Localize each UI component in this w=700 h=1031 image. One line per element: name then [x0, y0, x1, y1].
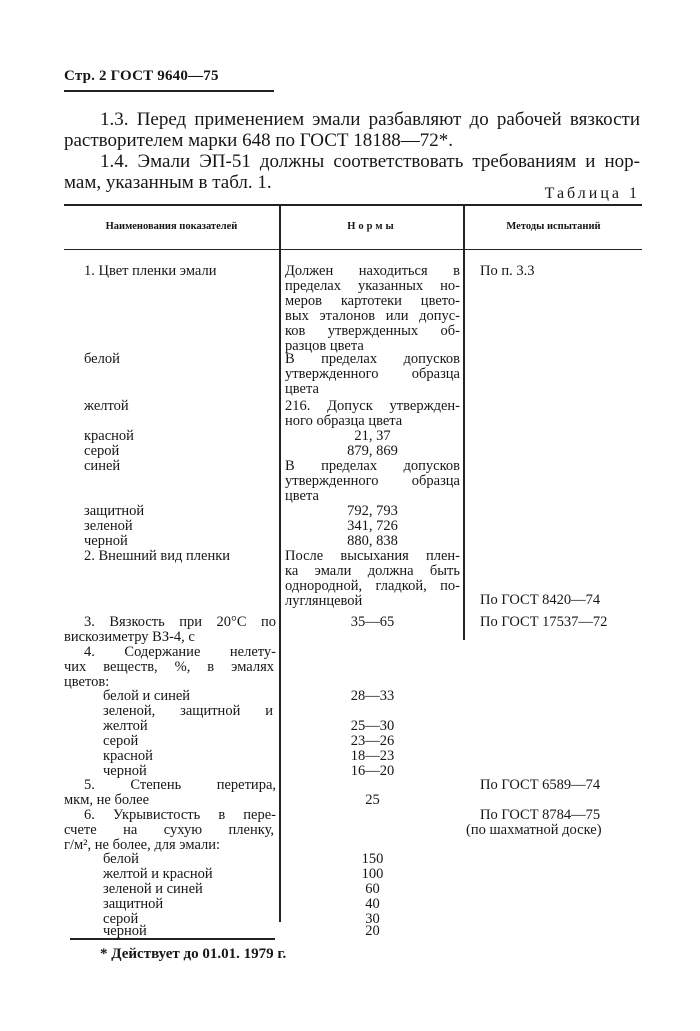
column-header-methods: Методы испытаний [506, 221, 601, 232]
column-divider-1 [279, 204, 281, 922]
row-blue-name: синей [84, 458, 121, 474]
row-4-sub-norm: 18—23 [350, 748, 395, 764]
row-black-name: черной [84, 533, 128, 549]
row-6-sub-name: серой [103, 911, 139, 927]
row-1-norm-line-6: разцов цвета [285, 338, 364, 354]
row-green-name: зеленой [84, 518, 133, 534]
row-1-method: По п. 3.3 [480, 263, 535, 279]
row-white-norm-line-2: утвержденного образца [285, 366, 460, 382]
row-4-name-line-2: чих веществ, %, в эмалях [64, 659, 274, 675]
row-1-norm-line-1: Должен находиться в [285, 263, 460, 279]
row-grey-norm: 879, 869 [347, 443, 398, 459]
row-white-name: белой [84, 351, 120, 367]
row-2-method: По ГОСТ 8420—74 [480, 592, 601, 608]
paragraph-1-3-line-1: 1.3. Перед применением эмали разбавляют до рабочей вязкости [100, 109, 640, 130]
table-header-rule [64, 249, 642, 250]
column-header-norms: Нормы [347, 221, 397, 232]
paragraph-1-4-line-1: 1.4. Эмали ЭП-51 должны соответствовать требованиям и нор- [100, 151, 640, 172]
row-6-method-line-2: (по шахматной доске) [466, 822, 602, 838]
paragraph-1-3-line-2: растворителем марки 648 по ГОСТ 18188—72*. [64, 130, 453, 151]
row-6-sub-name: желтой и красной [103, 866, 213, 882]
row-6-name-line-3: г/м², не более, для эмали: [64, 837, 221, 853]
row-6-sub-name: черной [103, 923, 147, 939]
row-4-sub-name: белой и синей [103, 688, 191, 704]
row-6-sub-norm: 20 [365, 923, 380, 939]
row-yellow-name: желтой [84, 398, 129, 414]
row-2-name: 2. Внешний вид пленки [84, 548, 231, 564]
row-6-sub-norm: 100 [361, 866, 384, 882]
row-4-sub-norm: 16—20 [350, 763, 395, 779]
row-1-name: 1. Цвет пленки эмали [84, 263, 217, 279]
row-1-norm-line-4: вых эталонов или допус- [285, 308, 460, 324]
row-1-norm-line-2: пределах указанных но- [285, 278, 460, 294]
row-6-method-line-1: По ГОСТ 8784—75 [480, 807, 601, 823]
row-yellow-norm-line-1: 216. Допуск утвержден- [285, 398, 460, 414]
row-black-norm: 880, 838 [347, 533, 398, 549]
column-header-indicators: Наименования показателей [105, 221, 238, 232]
table-top-rule [64, 204, 642, 206]
footnote: * Действует до 01.01. 1979 г. [100, 946, 287, 962]
row-4-name-line-1: 4. Содержание нелету- [84, 644, 276, 660]
row-4-sub-name: черной [103, 763, 147, 779]
row-1-norm-line-5: ков утвержденных об- [285, 323, 460, 339]
row-6-name-line-2: счете на сухую пленку, [64, 822, 274, 838]
row-6-name-line-1: 6. Укрывистость в пере- [84, 807, 276, 823]
page-header: Стр. 2 ГОСТ 9640—75 [64, 68, 219, 84]
row-4-sub-name: зеленой, защитной и [103, 703, 273, 719]
column-divider-2 [463, 204, 465, 640]
row-4-sub-name: серой [103, 733, 139, 749]
row-grey-name: серой [84, 443, 120, 459]
row-blue-norm-line-1: В пределах допусков [285, 458, 460, 474]
row-4-sub-norm: 25—30 [350, 718, 395, 734]
row-blue-norm-line-3: цвета [285, 488, 319, 504]
row-5-name-line-1: 5. Степень перетира, [84, 777, 276, 793]
row-2-norm-line-1: После высыхания плен- [285, 548, 460, 564]
row-5-method: По ГОСТ 6589—74 [480, 777, 601, 793]
table-caption: Таблица 1 [544, 185, 640, 202]
row-6-sub-norm: 60 [365, 881, 380, 897]
row-4-sub-norm: 23—26 [350, 733, 395, 749]
row-3-method: По ГОСТ 17537—72 [480, 614, 608, 630]
row-6-sub-norm: 150 [361, 851, 384, 867]
row-4-sub-name: красной [103, 748, 153, 764]
row-5-norm: 25 [365, 792, 380, 808]
row-2-norm-line-2: ка эмали должна быть [285, 563, 460, 579]
row-1-norm-line-3: меров картотеки цвето- [285, 293, 460, 309]
row-4-sub-name: желтой [103, 718, 148, 734]
row-2-norm-line-4: луглянцевой [285, 593, 363, 609]
row-3-norm: 35—65 [350, 614, 395, 630]
row-2-norm-line-3: однородной, гладкой, по- [285, 578, 460, 594]
row-protective-name: защитной [84, 503, 145, 519]
row-red-name: красной [84, 428, 134, 444]
header-underline [64, 90, 274, 92]
row-6-sub-norm: 30 [365, 911, 380, 927]
row-6-sub-name: зеленой и синей [103, 881, 203, 897]
row-red-norm: 21, 37 [354, 428, 391, 444]
row-3-name-line-2: вискозиметру ВЗ-4, с [64, 629, 195, 645]
paragraph-1-4-line-2: мам, указанным в табл. 1. [64, 172, 272, 193]
row-6-sub-name: защитной [103, 896, 164, 912]
row-blue-norm-line-2: утвержденного образца [285, 473, 460, 489]
row-6-sub-name: белой [103, 851, 139, 867]
row-4-sub-norm: 28—33 [350, 688, 395, 704]
row-protective-norm: 792, 793 [347, 503, 398, 519]
row-5-name-line-2: мкм, не более [64, 792, 150, 808]
row-yellow-norm-line-2: ного образца цвета [285, 413, 403, 429]
row-white-norm-line-1: В пределах допусков [285, 351, 460, 367]
row-3-name-line-1: 3. Вязкость при 20°С по [84, 614, 276, 630]
row-white-norm-line-3: цвета [285, 381, 319, 397]
row-green-norm: 341, 726 [347, 518, 398, 534]
row-4-name-line-3: цветов: [64, 674, 110, 690]
row-6-sub-norm: 40 [365, 896, 380, 912]
